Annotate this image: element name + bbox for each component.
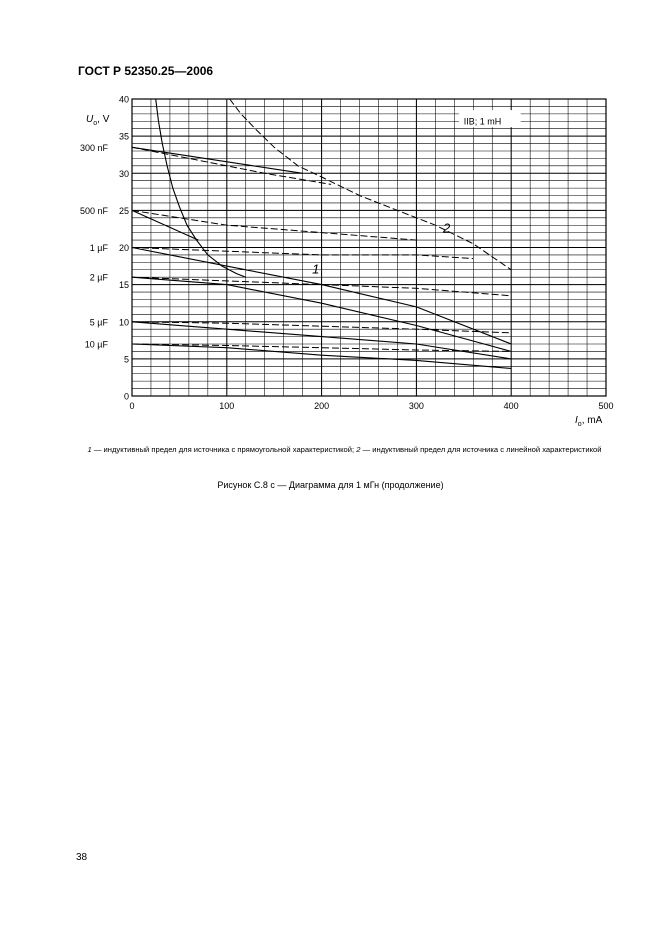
- x-axis-label: $I_o$, mA: [575, 415, 603, 428]
- y-tick-label: 20: [118, 243, 129, 253]
- y-tick-label: 30: [118, 168, 129, 179]
- legend-note-2-text: — индуктивный предел для источника с линейной характеристикой: [360, 445, 602, 454]
- y-tick-label: 35: [118, 131, 129, 142]
- capacitance-label: 10 µF: [84, 339, 108, 350]
- y-tick-label: 0: [123, 391, 129, 402]
- legend-note-1-text: — индуктивный предел для источника с прямоугольной характеристикой;: [91, 445, 357, 454]
- legend-note-1-number: 1: [87, 445, 92, 454]
- x-tick-label: 500: [598, 401, 614, 411]
- document-standard-number: ГОСТ Р 52350.25—2006: [78, 64, 214, 78]
- y-tick-label: 40: [118, 94, 129, 105]
- legend-note-2-number: 2: [356, 445, 361, 454]
- capacitance-label: 5 µF: [89, 317, 108, 328]
- capacitance-label: 500 nF: [79, 205, 108, 216]
- curve-labels: [312, 221, 451, 277]
- capacitance-label: 2 µF: [89, 272, 108, 283]
- tick-labels: [119, 95, 614, 412]
- capacitance-labels: [80, 143, 109, 350]
- curve-label: 1: [312, 261, 320, 277]
- y-tick-label: 25: [118, 205, 129, 216]
- y-tick-label: 10: [118, 317, 129, 328]
- capacitance-label: 1 µF: [89, 243, 108, 253]
- capacitance-label: 300 nF: [79, 142, 108, 153]
- x-tick-label: 200: [314, 401, 330, 411]
- figure-legend-note: [72, 444, 617, 455]
- y-axis-label: $U_o$, V: [86, 114, 110, 127]
- curve-label: 2: [442, 220, 451, 236]
- voltage-current-chart: [0, 0, 661, 440]
- x-tick-label: 0: [129, 401, 135, 411]
- x-tick-label: 400: [503, 401, 519, 411]
- y-tick-label: 15: [118, 280, 129, 291]
- figure-caption: Рисунок С.8 с — Диаграмма для 1 мГн (продолжение): [217, 480, 444, 490]
- y-tick-label: 5: [123, 354, 129, 365]
- x-tick-label: 300: [408, 401, 424, 411]
- annotation-box: [459, 110, 521, 127]
- page-number: 38: [76, 852, 88, 863]
- x-tick-label: 100: [219, 401, 235, 411]
- annotation-box-text: IIB; 1 mH: [463, 116, 502, 127]
